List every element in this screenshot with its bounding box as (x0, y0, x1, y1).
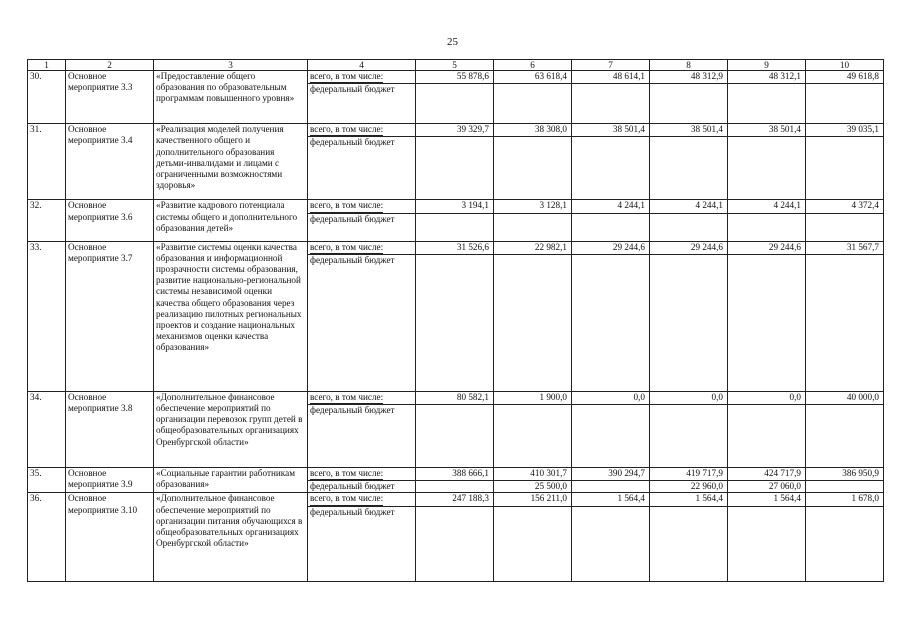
funding-type (308, 254, 416, 391)
measure-title: «Социальные гарантии работникам образования» (154, 468, 308, 493)
measure-title: «Развитие кадрового потенциала системы общего и дополнительного образования детей» (154, 200, 308, 241)
amount-cell (650, 84, 728, 124)
funding-type-label: федеральный бюджет (310, 506, 395, 517)
amount-cell: 3 128,1 (494, 200, 572, 213)
amount-cell (728, 405, 806, 468)
amount-cell: 1 900,0 (494, 391, 572, 404)
funding-type (308, 137, 416, 200)
funding-type-label: федеральный бюджет (310, 481, 395, 492)
amount-cell (728, 137, 806, 200)
measure-title: «Развитие системы оценки качества образования и информационной прозрачности системы образования, развитие национально-региональной системы независимой оценки качества общего образования через реализацию пилотных региональных проектов и создание национальных механизмов оценки качества образования» (154, 241, 308, 391)
amount-cell: 22 982,1 (494, 241, 572, 254)
amount-cell: 419 717,9 (650, 468, 728, 481)
amount-cell (416, 84, 494, 124)
amount-cell (416, 137, 494, 200)
amount-cell (416, 506, 494, 581)
amount-cell: 156 211,0 (494, 493, 572, 506)
row-number: 32. (28, 200, 66, 241)
funding-type-label: всего, в том числе: (310, 468, 383, 480)
amount-cell (416, 213, 494, 241)
budget-table (27, 59, 884, 582)
amount-cell: 1 564,4 (650, 493, 728, 506)
amount-cell: 49 618,8 (806, 71, 884, 84)
amount-cell (494, 254, 572, 391)
funding-type (308, 468, 416, 481)
measure-title: «Дополнительное финансовое обеспечение мероприятий по организации перевозок групп детей в общеобразовательных организациях Оренбургской области» (154, 391, 308, 467)
row-number: 35. (28, 468, 66, 493)
funding-type (308, 405, 416, 468)
amount-cell (650, 254, 728, 391)
funding-type (308, 391, 416, 404)
amount-cell (416, 405, 494, 468)
amount-cell (494, 84, 572, 124)
amount-cell: 424 717,9 (728, 468, 806, 481)
amount-cell: 38 501,4 (650, 124, 728, 137)
amount-cell (572, 137, 650, 200)
amount-cell (494, 506, 572, 581)
amount-cell (572, 481, 650, 493)
funding-type (308, 493, 416, 506)
amount-cell (650, 405, 728, 468)
column-header: 5 (416, 60, 494, 71)
amount-cell (572, 254, 650, 391)
amount-cell: 1 564,4 (728, 493, 806, 506)
funding-type-label: всего, в том числе: (310, 392, 383, 404)
amount-cell (416, 481, 494, 493)
measure-name: Основное мероприятие 3.8 (66, 391, 154, 467)
amount-cell: 31 567,7 (806, 241, 884, 254)
measure-name: Основное мероприятие 3.10 (66, 493, 154, 581)
amount-cell: 390 294,7 (572, 468, 650, 481)
amount-cell: 22 960,0 (650, 481, 728, 493)
amount-cell: 80 582,1 (416, 391, 494, 404)
measure-name: Основное мероприятие 3.3 (66, 71, 154, 124)
measure-title: «Предоставление общего образования по образовательным программам повышенного уровня» (154, 71, 308, 124)
funding-type (308, 124, 416, 137)
amount-cell: 0,0 (650, 391, 728, 404)
amount-cell: 63 618,4 (494, 71, 572, 84)
amount-cell (806, 84, 884, 124)
measure-name: Основное мероприятие 3.4 (66, 124, 154, 200)
amount-cell: 38 501,4 (728, 124, 806, 137)
amount-cell (806, 213, 884, 241)
amount-cell (494, 405, 572, 468)
amount-cell (728, 84, 806, 124)
amount-cell (728, 254, 806, 391)
funding-type-label: федеральный бюджет (310, 84, 395, 95)
measure-name: Основное мероприятие 3.9 (66, 468, 154, 493)
measure-title: «Реализация моделей получения качественного общего и дополнительного образования детьми-инвалидами и лицами с ограниченными возможностями здоровья» (154, 124, 308, 200)
amount-cell: 1 564,4 (572, 493, 650, 506)
table-body (28, 71, 884, 582)
funding-type (308, 481, 416, 493)
header-row (28, 60, 884, 71)
measure-name: Основное мероприятие 3.6 (66, 200, 154, 241)
amount-cell: 4 372,4 (806, 200, 884, 213)
amount-cell: 0,0 (728, 391, 806, 404)
amount-cell (806, 254, 884, 391)
funding-type (308, 506, 416, 581)
amount-cell (806, 481, 884, 493)
column-header: 7 (572, 60, 650, 71)
amount-cell (806, 137, 884, 200)
amount-cell: 48 312,9 (650, 71, 728, 84)
amount-cell (494, 137, 572, 200)
row-number: 33. (28, 241, 66, 391)
column-header: 8 (650, 60, 728, 71)
column-header: 4 (308, 60, 416, 71)
amount-cell (572, 84, 650, 124)
amount-cell (728, 213, 806, 241)
amount-cell: 39 035,1 (806, 124, 884, 137)
column-header: 3 (154, 60, 308, 71)
funding-type-label: всего, в том числе: (310, 242, 383, 254)
amount-cell: 4 244,1 (650, 200, 728, 213)
row-number: 34. (28, 391, 66, 467)
funding-type (308, 200, 416, 213)
amount-cell: 38 308,0 (494, 124, 572, 137)
column-header: 10 (806, 60, 884, 71)
measure-title: «Дополнительное финансовое обеспечение мероприятий по организации питания обучающихся в общеобразовательных организациях Оренбургской области» (154, 493, 308, 581)
amount-cell: 1 678,0 (806, 493, 884, 506)
amount-cell (806, 506, 884, 581)
funding-type-label: всего, в том числе: (310, 493, 383, 505)
amount-cell: 31 526,6 (416, 241, 494, 254)
row-number: 31. (28, 124, 66, 200)
amount-cell: 29 244,6 (728, 241, 806, 254)
amount-cell: 39 329,7 (416, 124, 494, 137)
amount-cell (572, 506, 650, 581)
measure-name: Основное мероприятие 3.7 (66, 241, 154, 391)
row-number: 30. (28, 71, 66, 124)
row-number: 36. (28, 493, 66, 581)
funding-type (308, 71, 416, 84)
amount-cell: 3 194,1 (416, 200, 494, 213)
amount-cell: 388 666,1 (416, 468, 494, 481)
amount-cell: 0,0 (572, 391, 650, 404)
amount-cell (572, 213, 650, 241)
funding-type-label: федеральный бюджет (310, 254, 395, 265)
table-row (28, 493, 884, 506)
amount-cell: 25 500,0 (494, 481, 572, 493)
amount-cell: 29 244,6 (650, 241, 728, 254)
amount-cell: 29 244,6 (572, 241, 650, 254)
amount-cell (806, 405, 884, 468)
amount-cell: 48 614,1 (572, 71, 650, 84)
table-row (28, 241, 884, 254)
amount-cell: 4 244,1 (728, 200, 806, 213)
table-row (28, 124, 884, 137)
table-row (28, 71, 884, 84)
page-number: 25 (447, 36, 458, 48)
funding-type (308, 241, 416, 254)
column-header: 1 (28, 60, 66, 71)
funding-type-label: всего, в том числе: (310, 71, 383, 83)
funding-type-label: федеральный бюджет (310, 213, 395, 224)
funding-type-label: федеральный бюджет (310, 137, 395, 148)
column-header: 6 (494, 60, 572, 71)
column-header: 9 (728, 60, 806, 71)
table-row (28, 391, 884, 404)
column-header: 2 (66, 60, 154, 71)
amount-cell (650, 213, 728, 241)
amount-cell: 40 000,0 (806, 391, 884, 404)
amount-cell: 48 312,1 (728, 71, 806, 84)
funding-type (308, 84, 416, 124)
table-row (28, 468, 884, 481)
amount-cell (572, 405, 650, 468)
funding-type (308, 213, 416, 241)
amount-cell: 4 244,1 (572, 200, 650, 213)
funding-type-label: всего, в том числе: (310, 200, 383, 212)
amount-cell: 386 950,9 (806, 468, 884, 481)
funding-type-label: федеральный бюджет (310, 405, 395, 416)
amount-cell (650, 137, 728, 200)
amount-cell: 410 301,7 (494, 468, 572, 481)
amount-cell: 247 188,3 (416, 493, 494, 506)
amount-cell (728, 506, 806, 581)
table-row (28, 200, 884, 213)
funding-type-label: всего, в том числе: (310, 124, 383, 136)
amount-cell: 38 501,4 (572, 124, 650, 137)
amount-cell: 55 878,6 (416, 71, 494, 84)
amount-cell: 27 060,0 (728, 481, 806, 493)
amount-cell (494, 213, 572, 241)
amount-cell (416, 254, 494, 391)
amount-cell (650, 506, 728, 581)
